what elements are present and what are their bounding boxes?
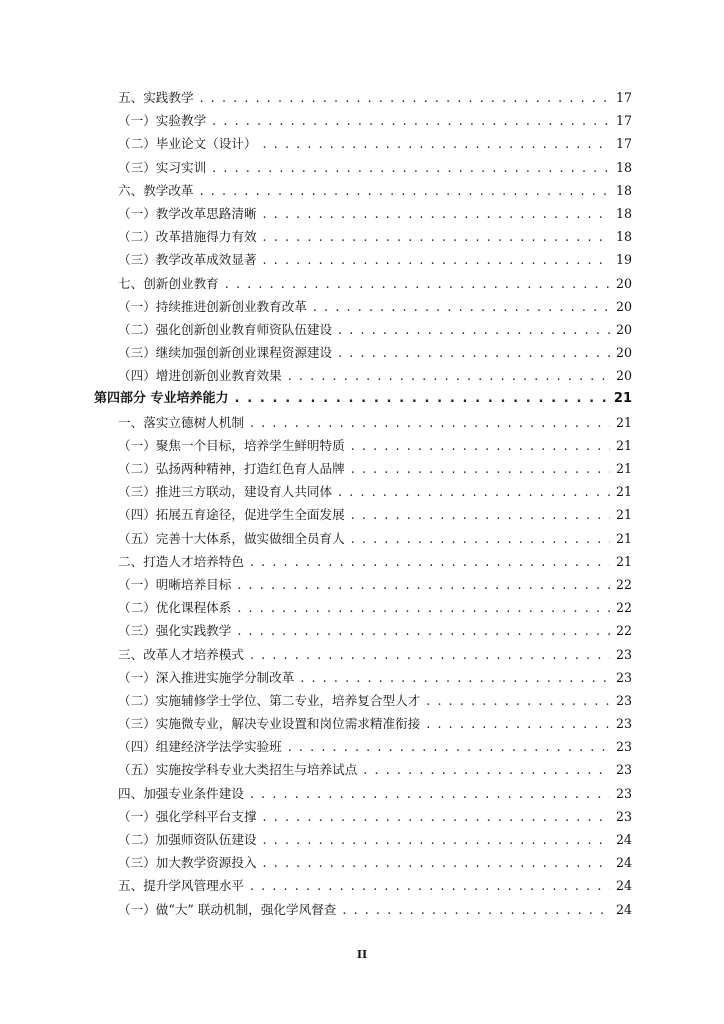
- toc-entry-page: 20: [615, 368, 632, 384]
- toc-dot-leader: [200, 86, 610, 109]
- toc-entry-title: （二）优化课程体系: [118, 600, 232, 616]
- toc-entry-page: 23: [615, 692, 632, 708]
- toc-entry[interactable]: [94, 898, 632, 921]
- toc-dot-leader: [212, 109, 610, 132]
- toc-entry[interactable]: [94, 480, 632, 503]
- toc-entry[interactable]: [94, 573, 632, 596]
- toc-entry-title: （五）完善十大体系，做实做细全员育人: [118, 530, 345, 546]
- toc-dot-leader: [363, 758, 610, 781]
- toc-entry-title: （二）强化创新创业教育师资队伍建设: [118, 321, 333, 337]
- toc-entry-page: 21: [615, 461, 632, 476]
- toc-entry[interactable]: [94, 828, 632, 851]
- toc-entry[interactable]: [94, 179, 632, 202]
- toc-entry-page: 17: [615, 90, 632, 105]
- toc-entry-page: 19: [615, 252, 632, 268]
- toc-entry-title: （三）教学改革成效显著: [118, 252, 257, 268]
- toc-entry-title: （一）实验教学: [118, 113, 207, 129]
- toc-dot-leader: [351, 434, 610, 457]
- toc-entry[interactable]: [94, 387, 632, 410]
- toc-entry[interactable]: [94, 434, 632, 457]
- toc-entry-title: （二）实施辅修学士学位、第二专业，培养复合型人才: [118, 692, 421, 708]
- toc-entry[interactable]: [94, 86, 632, 109]
- toc-entry-title: （四）增进创新创业教育效果: [118, 368, 282, 384]
- toc-entry-page: 23: [615, 716, 632, 732]
- toc-entry[interactable]: [94, 527, 632, 550]
- toc-entry-title: （三）实习实训: [118, 159, 207, 175]
- toc-entry-title: （二）加强师资队伍建设: [118, 832, 257, 847]
- toc-dot-leader: [237, 596, 610, 619]
- toc-dot-leader: [351, 457, 610, 480]
- toc-entry[interactable]: [94, 109, 632, 132]
- toc-entry-page: 23: [615, 808, 632, 824]
- toc-entry-page: 24: [615, 832, 632, 847]
- toc-entry-page: 18: [615, 229, 632, 245]
- toc-entry-title: 二、打造人才培养特色: [118, 553, 244, 569]
- toc-entry-title: 三、改革人才培养模式: [118, 646, 244, 662]
- toc-entry-page: 21: [613, 391, 632, 407]
- toc-entry[interactable]: [94, 851, 632, 874]
- toc-entry-page: 22: [615, 623, 632, 639]
- toc-entry-page: 21: [615, 484, 632, 500]
- toc-entry-title: （四）组建经济学法学实验班: [118, 739, 282, 755]
- toc-entry[interactable]: [94, 248, 632, 271]
- toc-entry-title: （五）实施按学科专业大类招生与培养试点: [118, 762, 358, 778]
- toc-entry-page: 18: [615, 182, 632, 198]
- toc-entry[interactable]: [94, 503, 632, 526]
- toc-entry-page: 21: [615, 530, 632, 546]
- toc-dot-leader: [250, 550, 610, 573]
- toc-entry[interactable]: [94, 132, 632, 155]
- toc-entry-title: 四、加强专业条件建设: [118, 785, 244, 801]
- toc-entry-page: 24: [615, 878, 632, 894]
- toc-dot-leader: [263, 225, 610, 248]
- toc-entry-page: 20: [615, 298, 632, 314]
- toc-dot-leader: [250, 782, 610, 805]
- toc-entry-page: 17: [615, 113, 632, 129]
- toc-entry-page: 23: [615, 739, 632, 755]
- toc-dot-leader: [263, 248, 610, 271]
- toc-entry[interactable]: [94, 782, 632, 805]
- toc-dot-leader: [263, 851, 610, 874]
- toc-entry-title: （一）做“大” 联动机制，强化学风督查: [118, 901, 337, 917]
- toc-dot-leader: [263, 202, 610, 225]
- toc-dot-leader: [300, 666, 610, 689]
- toc-entry-title: （二）毕业论文（设计）: [118, 136, 257, 152]
- toc-entry-page: 17: [615, 136, 632, 152]
- toc-entry-title: （三）加大教学资源投入: [118, 855, 257, 871]
- toc-entry-title: （三）继续加强创新创业课程资源建设: [118, 345, 333, 361]
- toc-entry-page: 21: [615, 553, 632, 569]
- toc-entry[interactable]: [94, 874, 632, 897]
- toc-entry-page: 24: [615, 855, 632, 871]
- toc-entry-title: （四）拓展五育途径，促进学生全面发展: [118, 507, 345, 523]
- toc-entry[interactable]: [94, 619, 632, 642]
- toc-entry-page: 18: [615, 205, 632, 221]
- toc-entry-title: （三）推进三方联动，建设育人共同体: [118, 484, 333, 500]
- toc-entry[interactable]: [94, 550, 632, 573]
- toc-entry[interactable]: [94, 735, 632, 758]
- table-of-contents: [94, 86, 632, 921]
- toc-entry-title: 第四部分 专业培养能力: [94, 391, 229, 407]
- toc-dot-leader: [288, 364, 610, 387]
- toc-entry[interactable]: [94, 666, 632, 689]
- toc-dot-leader: [338, 341, 610, 364]
- toc-dot-leader: [237, 619, 610, 642]
- toc-dot-leader: [338, 480, 610, 503]
- toc-dot-leader: [250, 874, 610, 897]
- toc-entry-page: 18: [615, 159, 632, 175]
- toc-entry-page: 22: [615, 600, 632, 616]
- toc-dot-leader: [263, 805, 610, 828]
- toc-entry-title: 六、教学改革: [118, 182, 194, 198]
- page-number: II: [356, 948, 368, 961]
- toc-entry-page: 23: [615, 762, 632, 778]
- toc-entry[interactable]: [94, 341, 632, 364]
- toc-entry-title: （一）深入推进实施学分制改革: [118, 669, 295, 685]
- toc-entry[interactable]: [94, 596, 632, 619]
- toc-entry[interactable]: [94, 225, 632, 248]
- toc-dot-leader: [225, 272, 610, 295]
- toc-entry-page: 21: [615, 437, 632, 453]
- toc-entry-title: （一）聚焦一个目标，培养学生鲜明特质: [118, 437, 345, 453]
- toc-entry-page: 23: [615, 785, 632, 801]
- toc-dot-leader: [313, 295, 610, 318]
- toc-dot-leader: [263, 828, 610, 851]
- toc-entry-title: （三）强化实践教学: [118, 623, 232, 639]
- toc-entry[interactable]: [94, 272, 632, 295]
- toc-entry[interactable]: [94, 712, 632, 735]
- toc-entry-page: 24: [615, 901, 632, 917]
- toc-dot-leader: [235, 387, 608, 410]
- toc-entry[interactable]: [94, 805, 632, 828]
- toc-entry-title: （一）明晰培养目标: [118, 576, 232, 592]
- toc-dot-leader: [237, 573, 610, 596]
- toc-dot-leader: [263, 132, 610, 155]
- toc-entry-title: （一）持续推进创新创业教育改革: [118, 298, 307, 314]
- toc-entry-page: 21: [615, 507, 632, 523]
- toc-entry-page: 20: [615, 275, 632, 291]
- toc-entry-page: 23: [615, 669, 632, 685]
- toc-entry-title: 五、提升学风管理水平: [118, 878, 244, 894]
- toc-dot-leader: [426, 689, 610, 712]
- toc-entry-title: （二）改革措施得力有效: [118, 229, 257, 245]
- toc-dot-leader: [351, 527, 610, 550]
- toc-entry[interactable]: [94, 295, 632, 318]
- toc-entry-page: 20: [615, 345, 632, 361]
- toc-dot-leader: [250, 411, 610, 434]
- toc-entry[interactable]: [94, 364, 632, 387]
- toc-dot-leader: [200, 179, 610, 202]
- toc-dot-leader: [342, 898, 610, 921]
- toc-entry-page: 21: [615, 414, 632, 430]
- toc-entry-page: 23: [615, 646, 632, 662]
- toc-entry-title: （一）强化学科平台支撑: [118, 808, 257, 824]
- toc-entry[interactable]: [94, 457, 632, 480]
- toc-entry[interactable]: [94, 643, 632, 666]
- toc-dot-leader: [426, 712, 610, 735]
- toc-dot-leader: [288, 735, 610, 758]
- toc-entry-title: （三）实施微专业，解决专业设置和岗位需求精准衔接: [118, 716, 421, 732]
- toc-entry[interactable]: [94, 411, 632, 434]
- toc-entry-title: 五、实践教学: [118, 90, 194, 105]
- toc-entry-title: 七、创新创业教育: [118, 275, 219, 291]
- toc-entry[interactable]: [94, 156, 632, 179]
- toc-entry[interactable]: [94, 758, 632, 781]
- toc-dot-leader: [250, 643, 610, 666]
- toc-dot-leader: [338, 318, 610, 341]
- toc-entry-page: 22: [615, 576, 632, 592]
- toc-entry-title: （一）教学改革思路清晰: [118, 205, 257, 221]
- toc-entry-title: 一、落实立德树人机制: [118, 414, 244, 430]
- toc-entry-title: （二）弘扬两种精神，打造红色育人品牌: [118, 461, 345, 476]
- toc-entry[interactable]: [94, 318, 632, 341]
- toc-dot-leader: [212, 156, 610, 179]
- toc-entry[interactable]: [94, 202, 632, 225]
- toc-entry[interactable]: [94, 689, 632, 712]
- toc-dot-leader: [351, 503, 610, 526]
- toc-entry-page: 20: [615, 321, 632, 337]
